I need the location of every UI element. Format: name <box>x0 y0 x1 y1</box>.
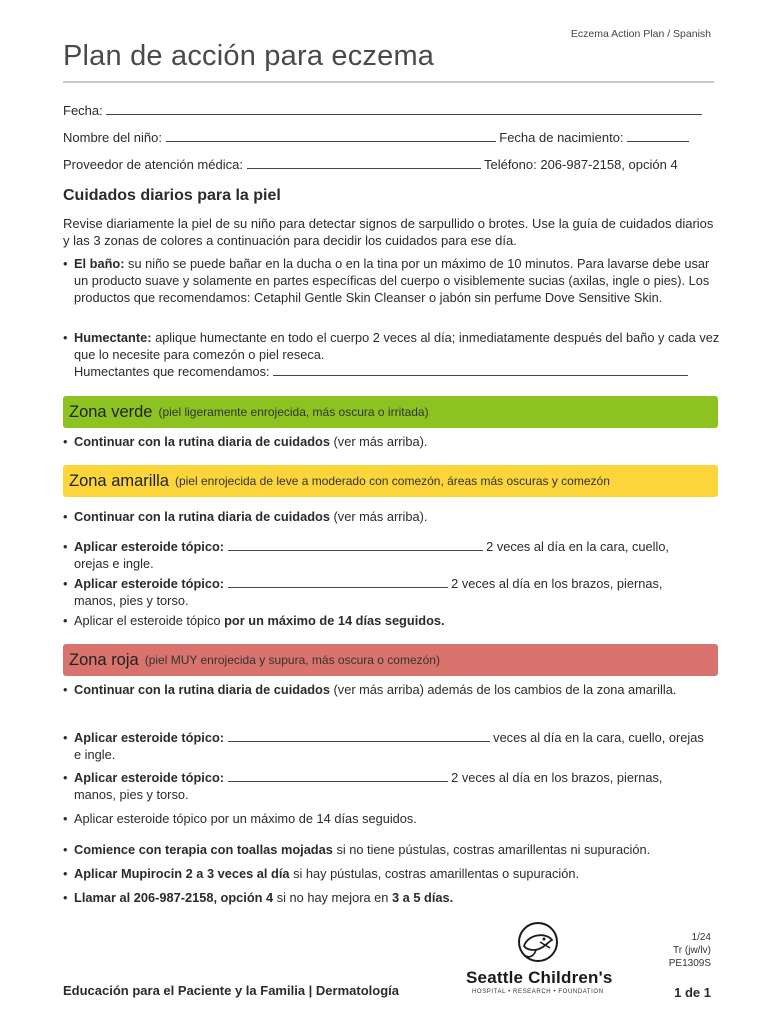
red-b3-bold: Aplicar esteroide tópico: <box>74 770 225 785</box>
red-b2-line[interactable] <box>228 729 490 742</box>
red-b2-rest: veces al día en la cara, cuello, orejas e ingle. <box>74 730 704 762</box>
bath-bullet <box>63 255 724 306</box>
yellow-zone-desc: (piel enrojecida de leve a moderado con comezón, áreas más oscuras y comezón <box>174 474 610 488</box>
fecha-label: Fecha: <box>63 103 103 118</box>
moisturizer-rec-line[interactable] <box>273 363 688 376</box>
green-bullet-1 <box>63 433 724 450</box>
nombre-line[interactable] <box>166 129 496 142</box>
red-zone-banner <box>63 644 718 676</box>
green-zone-name: Zona verde <box>69 402 153 421</box>
yellow-b2-rest: 2 veces al día en la cara, cuello, orejas e ingle. <box>74 539 669 571</box>
yellow-zone-name: Zona amarilla <box>69 471 169 490</box>
red-bullet-4 <box>63 810 724 827</box>
fecha-field <box>63 102 702 118</box>
footer-department: Educación para el Paciente y la Familia | Dermatología <box>63 983 399 998</box>
yellow-bullet-3 <box>63 575 704 609</box>
red-b3-rest: 2 veces al día en los brazos, piernas, manos, pies y torso. <box>74 770 663 802</box>
red-zone-name: Zona roja <box>69 650 139 669</box>
proveedor-label: Proveedor de atención médica: <box>63 157 243 172</box>
red-bullet-5 <box>63 841 724 858</box>
yellow-bullet-4 <box>63 612 724 629</box>
yellow-b3-line[interactable] <box>228 575 448 588</box>
red-b5-bold: Comience con terapia con toallas mojadas <box>74 842 333 857</box>
bath-label: El baño: <box>74 256 125 271</box>
moisturizer-label: Humectante: <box>74 330 152 345</box>
moisturizer-bullet <box>63 329 724 380</box>
yellow-b4-bold: por un máximo de 14 días seguidos. <box>224 613 445 628</box>
red-b7-bold: Llamar al 206-987-2158, opción 4 <box>74 890 274 905</box>
page-title: Plan de acción para eczema <box>63 40 435 72</box>
yellow-zone-banner <box>63 465 718 497</box>
telefono-text: Teléfono: 206-987-2158, opción 4 <box>483 157 678 172</box>
nacimiento-label: Fecha de nacimiento: <box>499 130 624 145</box>
yellow-bullet-2 <box>63 538 704 572</box>
red-b5-rest: si no tiene pústulas, costras amarillentas ni supuración. <box>336 842 651 857</box>
fecha-line[interactable] <box>106 102 702 115</box>
yellow-b3-bold: Aplicar esteroide tópico: <box>74 576 225 591</box>
yellow-b4-pre: Aplicar el esteroide tópico <box>74 613 221 628</box>
red-bullet-2 <box>63 729 704 763</box>
red-bullet-1 <box>63 681 684 698</box>
logo-sub: HOSPITAL • RESEARCH • FOUNDATION <box>472 989 604 995</box>
green-zone-banner <box>63 396 718 428</box>
meta-code: PE1309S <box>668 958 711 969</box>
green-b1-rest: (ver más arriba). <box>333 434 428 449</box>
red-b7-bold2: 3 a 5 días. <box>391 890 454 905</box>
red-bullet-7 <box>63 889 724 906</box>
nacimiento-line[interactable] <box>627 129 689 142</box>
proveedor-field <box>63 156 678 172</box>
yellow-bullet-1 <box>63 508 724 525</box>
red-b6-rest: si hay pústulas, costras amarillentas o supuración. <box>293 866 580 881</box>
seattle-childrens-logo <box>466 920 614 1000</box>
meta-tr: Tr (jw/lv) <box>673 945 711 956</box>
red-b1-rest: (ver más arriba) además de los cambios de la zona amarilla. <box>333 682 677 697</box>
yellow-b3-rest: 2 veces al día en los brazos, piernas, manos, pies y torso. <box>74 576 663 608</box>
daily-care-title: Cuidados diarios para la piel <box>63 187 281 204</box>
yellow-b2-bold: Aplicar esteroide tópico: <box>74 539 225 554</box>
yellow-b1-rest: (ver más arriba). <box>333 509 428 524</box>
doc-tag: Eczema Action Plan / Spanish <box>570 28 711 40</box>
red-bullet-3 <box>63 769 704 803</box>
bath-text: su niño se puede bañar en la ducha o en la tina por un máximo de 10 minutos. Para lavarse debe usar un producto suave y solamente en partes específicas del cuerpo o visiblemente sucias (axilas, ingle o pies). Los productos que recomendamos: Cetaphil Gentle Skin Cleanser o jabón sin perfume Dove Sensitive Skin. <box>74 256 710 305</box>
green-b1-bold: Continuar con la rutina diaria de cuidados <box>74 434 330 449</box>
title-divider <box>63 81 714 83</box>
yellow-b2-line[interactable] <box>228 538 483 551</box>
moisturizer-text: aplique humectante en todo el cuerpo 2 veces al día; inmediatamente después del baño y cada vez que lo necesite para comezón o piel reseca. <box>74 330 720 362</box>
red-b2-bold: Aplicar esteroide tópico: <box>74 730 225 745</box>
red-b1-bold: Continuar con la rutina diaria de cuidados <box>74 682 330 697</box>
nombre-field <box>63 129 689 145</box>
red-b3-line[interactable] <box>228 769 448 782</box>
whale-logo-icon <box>516 920 560 964</box>
green-zone-desc: (piel ligeramente enrojecida, más oscura o irritada) <box>158 405 429 419</box>
meta-date: 1/24 <box>691 932 711 943</box>
proveedor-line[interactable] <box>247 156 481 169</box>
page-number: 1 de 1 <box>674 985 711 1000</box>
red-zone-desc: (piel MUY enrojecida y supura, más oscura o comezón) <box>144 653 440 667</box>
red-b4-text: Aplicar esteroide tópico por un máximo de 14 días seguidos. <box>74 811 417 826</box>
meta-block <box>669 931 711 970</box>
red-b6-bold: Aplicar Mupirocin 2 a 3 veces al día <box>74 866 290 881</box>
yellow-b1-bold: Continuar con la rutina diaria de cuidados <box>74 509 330 524</box>
daily-care-intro: Revise diariamente la piel de su niño para detectar signos de sarpullido o brotes. Use la guía de cuidados diarios y las 3 zonas de colores a continuación para decidir los cuidados para ese día. <box>63 216 714 248</box>
moisturizer-rec-label: Humectantes que recomendamos: <box>74 364 270 379</box>
logo-name: Seattle Children's <box>466 968 613 987</box>
nombre-label: Nombre del niño: <box>63 130 162 145</box>
red-bullet-6 <box>63 865 724 882</box>
red-b7-mid: si no hay mejora en <box>276 890 389 905</box>
